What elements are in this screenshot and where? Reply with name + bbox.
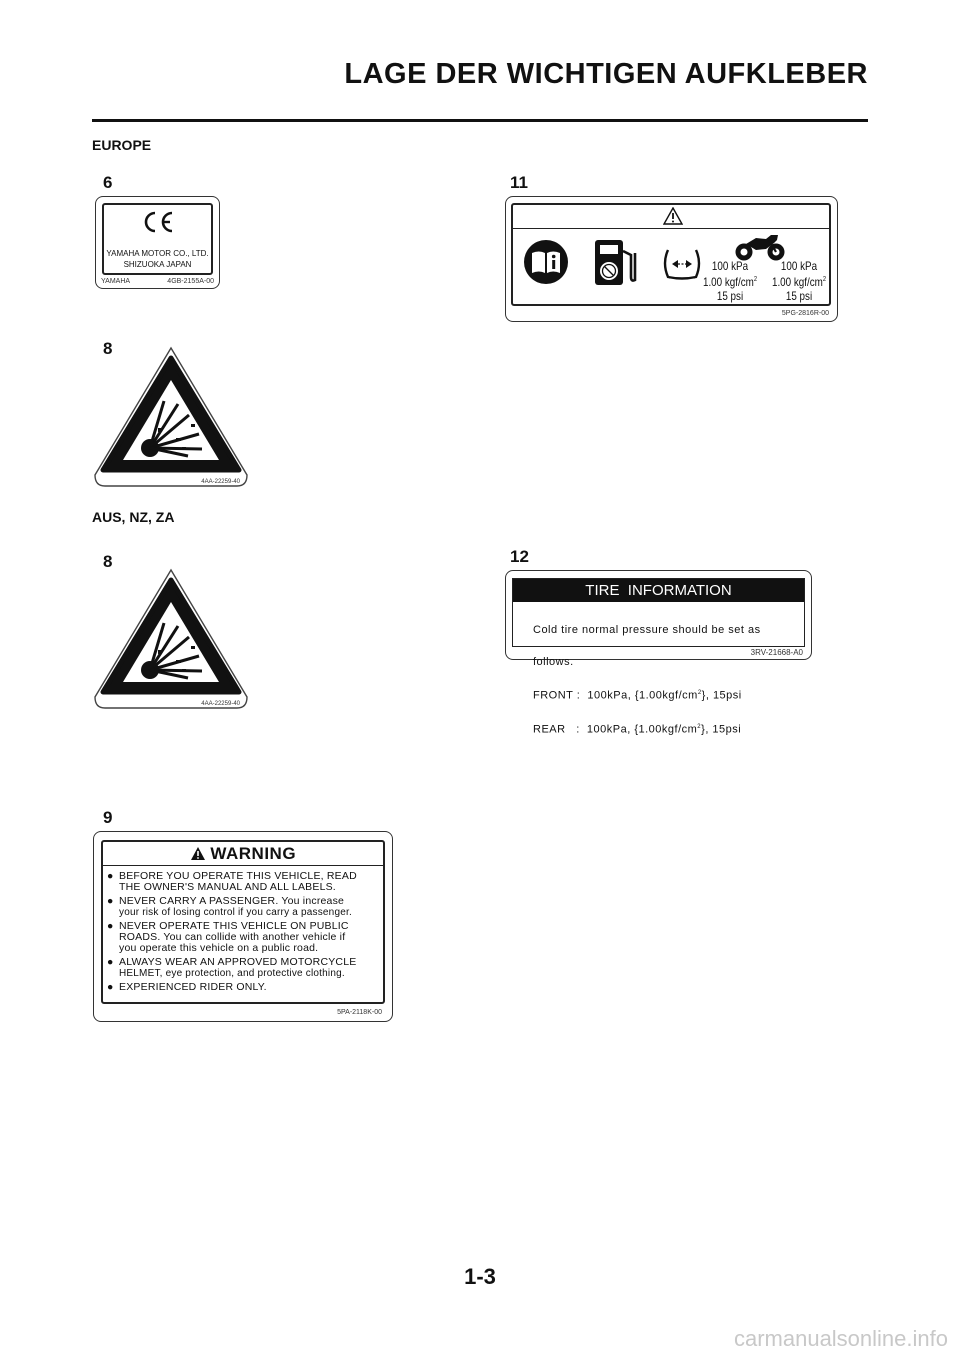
title-divider [92, 119, 868, 122]
label-12-tire-information [505, 570, 812, 736]
tire-pressure-icon [661, 247, 703, 281]
warning-triangle-icon [663, 207, 683, 225]
section-europe: EUROPE [92, 137, 152, 153]
warning-item: ● BEFORE YOU OPERATE THIS VEHICLE, READ THE OWNER'S MANUAL AND ALL LABELS. [107, 870, 357, 893]
front-psi: 15 psi [716, 289, 744, 303]
bullet-icon: ● [107, 920, 114, 932]
label-9-items [107, 871, 383, 993]
label-11-tire-pressure [505, 196, 838, 322]
label-12-number: 12 [510, 547, 529, 566]
label-6-inner-frame [102, 203, 213, 275]
warning-item: ● NEVER CARRY A PASSENGER. You increase your risk of losing control if you carry a passenger. [107, 895, 352, 918]
label-11-code: 5PG-2816R-00 [781, 310, 829, 317]
ce-mark-icon [104, 209, 211, 240]
bullet-icon: ● [107, 956, 114, 968]
label-12-line-1: Cold tire normal pressure should be set as [533, 624, 761, 636]
page-title: LAGE DER WICHTIGEN AUFKLEBER [344, 58, 868, 90]
label-11-inner-frame [511, 203, 831, 306]
label-11-number: 11 [510, 173, 528, 192]
explosion-warning-icon [92, 344, 250, 490]
label-9-header [103, 842, 383, 866]
label-9-number: 9 [103, 808, 113, 827]
front-tire-pressure [701, 259, 758, 303]
page-number: 1-3 [464, 1264, 496, 1289]
label-9-heading: WARNING [210, 844, 297, 863]
fuel-pump-unleaded-icon [591, 235, 643, 291]
label-6-ce-plate [95, 196, 220, 289]
label-12-rear: REAR : 100kPa, $\{1.00kgf/cm^2\}$, 15psi [533, 723, 742, 736]
label-6-number: 6 [103, 173, 113, 192]
label-8-aus-explosion-warning [92, 566, 250, 712]
owners-manual-icon [523, 239, 569, 285]
label-12-front: FRONT : 100kPa, $\{1.00kgf/cm^2\}$, 15psi [533, 689, 742, 702]
rear-psi: 15 psi [785, 289, 813, 303]
label-6-code: 4GB-2155A-00 [167, 278, 214, 285]
label-8-eu-code: 4AA-22259-40 [201, 479, 240, 485]
section-aus-nz-za: AUS, NZ, ZA [92, 509, 175, 525]
label-12-line-2: follows. [533, 655, 574, 668]
rear-tire-pressure [769, 259, 828, 303]
front-kgf: 1.00 kgf/$cm^2$ [702, 275, 758, 289]
label-9-inner-frame [101, 840, 385, 1004]
rear-kgf: 1.00 kgf/$cm^2$ [771, 275, 827, 289]
label-8-aus-number: 8 [103, 552, 113, 571]
rear-kpa: 100 kPa [780, 259, 818, 273]
bullet-icon: ● [107, 981, 114, 993]
label-8-aus-code: 4AA-22259-40 [201, 701, 240, 707]
motorcycle-icon [733, 232, 787, 262]
label-9-code: 5PA-2118K-00 [337, 1009, 382, 1016]
bullet-icon: ● [107, 895, 114, 907]
label-6-brand: YAMAHA [101, 278, 131, 285]
warning-item: ● ALWAYS WEAR AN APPROVED MOTORCYCLE HELMET, eye protection, and protective clothing. [107, 956, 357, 979]
label-12-heading: TIRE INFORMATION [513, 579, 804, 602]
explosion-warning-icon [92, 566, 250, 712]
label-6-maker: YAMAHA MOTOR CO., LTD. [106, 249, 209, 258]
label-8-eu-number: 8 [103, 339, 113, 358]
label-6-location: SHIZUOKA JAPAN [123, 260, 192, 269]
label-8-eu-explosion-warning [92, 344, 250, 490]
label-12-code: 3RV-21668-A0 [750, 648, 803, 657]
bullet-icon: ● [107, 870, 114, 882]
warning-triangle-icon [190, 846, 206, 861]
warning-item: ● NEVER OPERATE THIS VEHICLE ON PUBLIC ROADS. You can collide with another vehicle if you operate this vehicle on a public road. [107, 920, 349, 954]
warning-item: ● EXPERIENCED RIDER ONLY. [107, 981, 267, 993]
watermark: carmanualsonline.info [733, 1326, 948, 1351]
label-9-warning-label [93, 831, 393, 1022]
label-11-header-strip [513, 205, 829, 229]
label-12-text [533, 604, 761, 756]
front-kpa: 100 kPa [711, 259, 749, 273]
